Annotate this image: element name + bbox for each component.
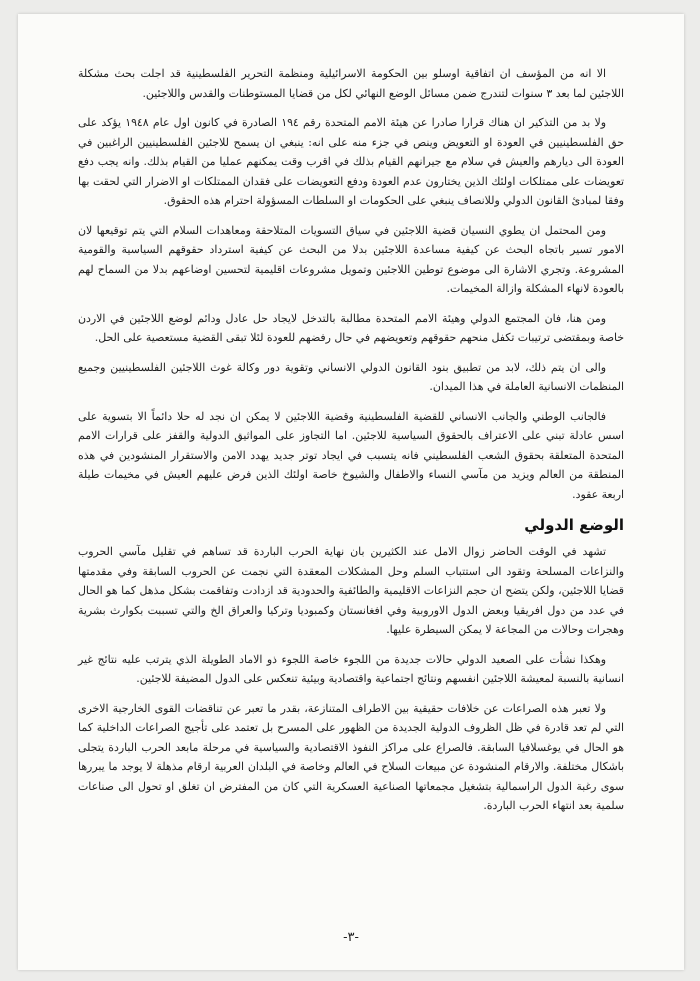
page-number: -٣- bbox=[343, 930, 359, 945]
paragraph-international-community: ومن هنا، فان المجتمع الدولي وهيئة الامم المتحدة مطالبة بالتدخل لايجاد حل عادل ودائم لوضع اللاجئين في الاردن خاصة وبمقتضى ترتيبات تكفل منحهم حقوقهم وتعويضهم في حال رفضهم للعودة لئلا تبقى القضية مستعصية على الحل. bbox=[78, 311, 624, 344]
paragraph-un-resolution-194: ولا بد من التذكير ان هناك قرارا صادرا عن هيئة الامم المتحدة رقم ١٩٤ الصادرة في كانون اول عام ١٩٤٨ يؤكد على حق الفلسطينيين في العودة او التعويض وينص في جزء منه على انه: ينبغي ان يسمح للاجئين الفلسطينيين الراغبين في العودة الى ديارهم والعيش في سلام مع جيرانهم القيام بذلك في اقرب وقت يمكنهم عمليا من القيام بذلك. وانه يجب دفع تعويضات على ممتلكات اولئك الذين يختارون عدم العودة ودفع التعويضات على فقدان الممتلكات او الاضرار التي لحقت بها وفقا لمبادئ القانون الدولي وللانصاف ينبغي على الحكومات او السلطات المسؤولة احترام هذه الحقوق. bbox=[78, 116, 624, 207]
paragraph-oslo-agreement: الا انه من المؤسف ان اتفاقية اوسلو بين الحكومة الاسرائيلية ومنظمة التحرير الفلسطينية قد اجلت بحث مشكلة اللاجئين لما بعد ٣ سنوات لتندرج ضمن مسائل الوضع النهائي لكل من قضايا المستوطنات والقدس واللاجئين. bbox=[78, 67, 624, 100]
paragraph-external-conflicts: ولا تعبر هذه الصراعات عن خلافات حقيقية بين الاطراف المتنازعة، بقدر ما تعبر عن تناقضات القوى الخارجية الاخرى التي لم تعد قادرة في ظل الظروف الدولية الجديدة من الظهور على المسرح بل تعتمد على تأجيج الصراعات الداخلية كما هو الحال في يوغسلافيا السابقة. فالصراع على مراكز النفوذ الاقتصادية والسياسية في مرحلة مابعد الحرب الباردة يتجلى باشكال مختلفة. والارقام المنشودة عن مبيعات السلاح في العالم وخاصة في البلدان العربية ارقام مذهلة لا يوجد ما يبررها سوى رغبة الدول الراسمالية بتشغيل مجمعاتها الصناعية العسكرية التي كان من المفترض ان تغلق او تحول الى صناعات سلمية بعد انتهاء الحرب الباردة. bbox=[78, 701, 624, 812]
paragraph-post-cold-war: تشهد في الوقت الحاضر زوال الامل عند الكثيرين بان نهاية الحرب الباردة قد تساهم في تقليل مآسي الحروب والنزاعات المسلحة وتقود الى استتباب السلم وحل المشكلات المعقدة التي نجمت عن الحروب السابقة وفي مقدمتها قضايا اللاجئين، ولكن يتضح ان حجم النزاعات الاقليمية والطائفية والحدودية قد ازدادت وتفاقمت بشكل مذهل كما هو الحال في عدد من دول افريقيا وبعض الدول الاوروبية وفي افغانستان وكمبوديا وتركيا والعراق الخ والتي تسببت بكوارث بشرية وهجرات وحالات من المجاعة لا يمكن السيطرة عليها. bbox=[78, 545, 624, 636]
document-body bbox=[78, 64, 624, 826]
paragraph-national-humanitarian-aspect: فالجانب الوطني والجانب الانساني للقضية الفلسطينية وقضية اللاجئين لا يمكن ان نجد له حلا دائماً الا بتسوية على اسس عادلة تبني على الاعتراف بالحقوق السياسية للاجئين. اما التجاوز على المواثيق الدولية والقفز على قرارات الامم المتحدة المتعلقة بحقوق الشعب الفلسطيني فانه يتسبب في ايجاد توتر جديد يهدد الامن والاستقرار المنشودين في هذه المنطقة من العالم ويزيد من مآسي النساء والاطفال والشيوخ خاصة اولئك الذين فرض عليهم العيش في مخيمات طيلة اربعة عقود. bbox=[78, 409, 624, 501]
paragraph-humanitarian-law: والى ان يتم ذلك، لابد من تطبيق بنود القانون الدولي الانساني وتقوية دور وكالة غوث اللاجئين الفلسطينيين وجميع المنظمات الانسانية العاملة في هذا الميدان. bbox=[78, 360, 624, 393]
document-page bbox=[18, 14, 684, 970]
section-title: الوضع الدولي bbox=[524, 516, 624, 534]
paragraph-new-refugee-cases: وهكذا نشأت على الصعيد الدولي حالات جديدة من اللجوء خاصة اللجوء ذو الاماد الطويلة الذي يترتب عليه نتائج غير انسانية بالنسبة لمعيشة اللاجئين انفسهم ونتائج اجتماعية واقتصادية وبيئية تنعكس على الدول المضيفة للاجئين. bbox=[78, 652, 624, 685]
paragraph-forgetting-refugees: ومن المحتمل ان يطوي النسيان قضية اللاجئين في سياق التسويات المتلاحقة ومعاهدات السلام التي يتم توقيعها لان الامور تسير باتجاه البحث عن كيفية مساعدة اللاجئين بدلا من البحث عن كيفية استرداد حقوقهم السياسية والقومية المشروعة. وتجري الاشارة الى موضوع توطين اللاجئين وتمويل مشروعات اقليمية لتحسين اوضاعهم بدلا من السماح لهم بالعودة لانهاء المشكلة وازالة المخيمات. bbox=[78, 223, 624, 295]
